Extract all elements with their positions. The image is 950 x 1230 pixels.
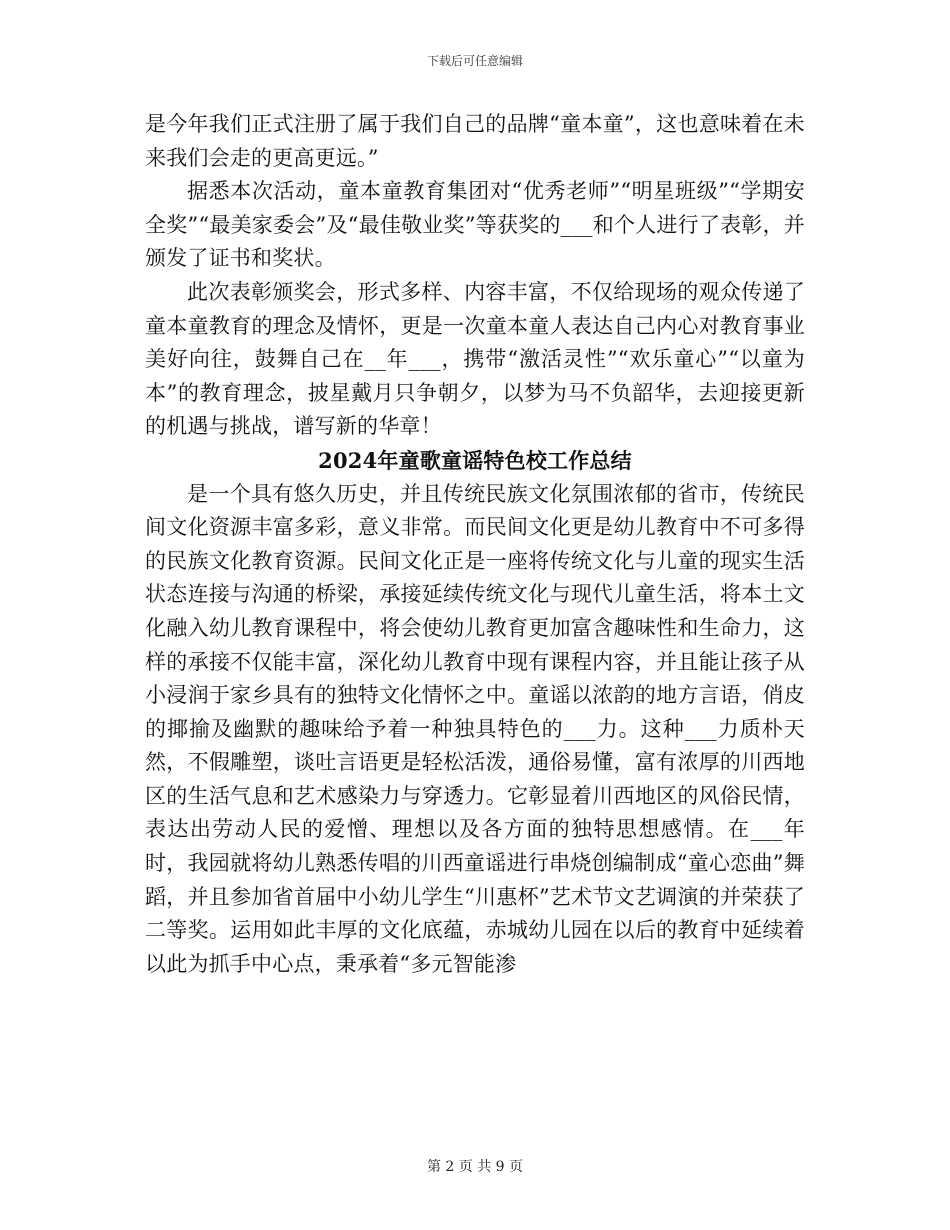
paragraph-awards: 据悉本次活动，童本童教育集团对“优秀老师”“明星班级”“学期安全奖”“最美家委会”及“最佳敬业奖”等获奖的___和个人进行了表彰，并颁发了证书和奖状。 [145,179,805,271]
document-body [145,108,805,981]
page-header: 下载后可任意编辑 [426,54,523,68]
paragraph-continuation: 是今年我们正式注册了属于我们自己的品牌“童本童”，这也意味着在未来我们会走的更高更远。” [145,112,805,170]
section-body-paragraph: 是一个具有悠久历史，并且传统民族文化氛围浓郁的省市，传统民间文化资源丰富多彩，意义非常。而民间文化更是幼儿教育中不可多得的民族文化教育资源。民间文化正是一座将传统文化与儿童的现实生活状态连接与沟通的桥梁，承接延续传统文化与现代儿童生活，将本土文化融入幼儿教育课程中，将会使幼儿教育更加富含趣味性和生命力，这样的承接不仅能丰富，深化幼儿教育中现有课程内容，并且能让孩子从小浸润于家乡具有的独特文化情怀之中。童谣以浓韵的地方言语，俏皮的揶揄及幽默的趣味给予着一种独具特色的___力。这种___力质朴天然，不假雕塑，谈吐言语更是轻松活泼，通俗易懂，富有浓厚的川西地区的生活气息和艺术感染力与穿透力。它彰显着川西地区的风俗民情，表达出劳动人民的爱憎、理想以及各方面的独特思想感情。在___年时，我园就将幼儿熟悉传唱的川西童谣进行串烧创编制成“童心恋曲”舞蹈，并且参加省首届中小幼儿学生“川惠杯”艺术节文艺调演的并荣获了二等奖。运用如此丰厚的文化底蕴，赤城幼儿园在以后的教育中延续着以此为抓手中心点，秉承着“多元智能渗 [145,481,805,976]
paragraph-ceremony: 此次表彰颁奖会，形式多样、内容丰富，不仅给现场的观众传递了童本童教育的理念及情怀，更是一次童本童人表达自己内心对教育事业美好向往，鼓舞自己在__年___，携带“激活灵性”“欢乐童心”“以童为本”的教育理念，披星戴月只争朝夕，以梦为马不负韶华，去迎接更新的机遇与挑战，谱写新的华章！ [145,279,805,439]
section-title: 2024年童歌童谣特色校工作总结 [318,447,632,473]
page-number-footer: 第 2 页 共 9 页 [426,1159,524,1175]
